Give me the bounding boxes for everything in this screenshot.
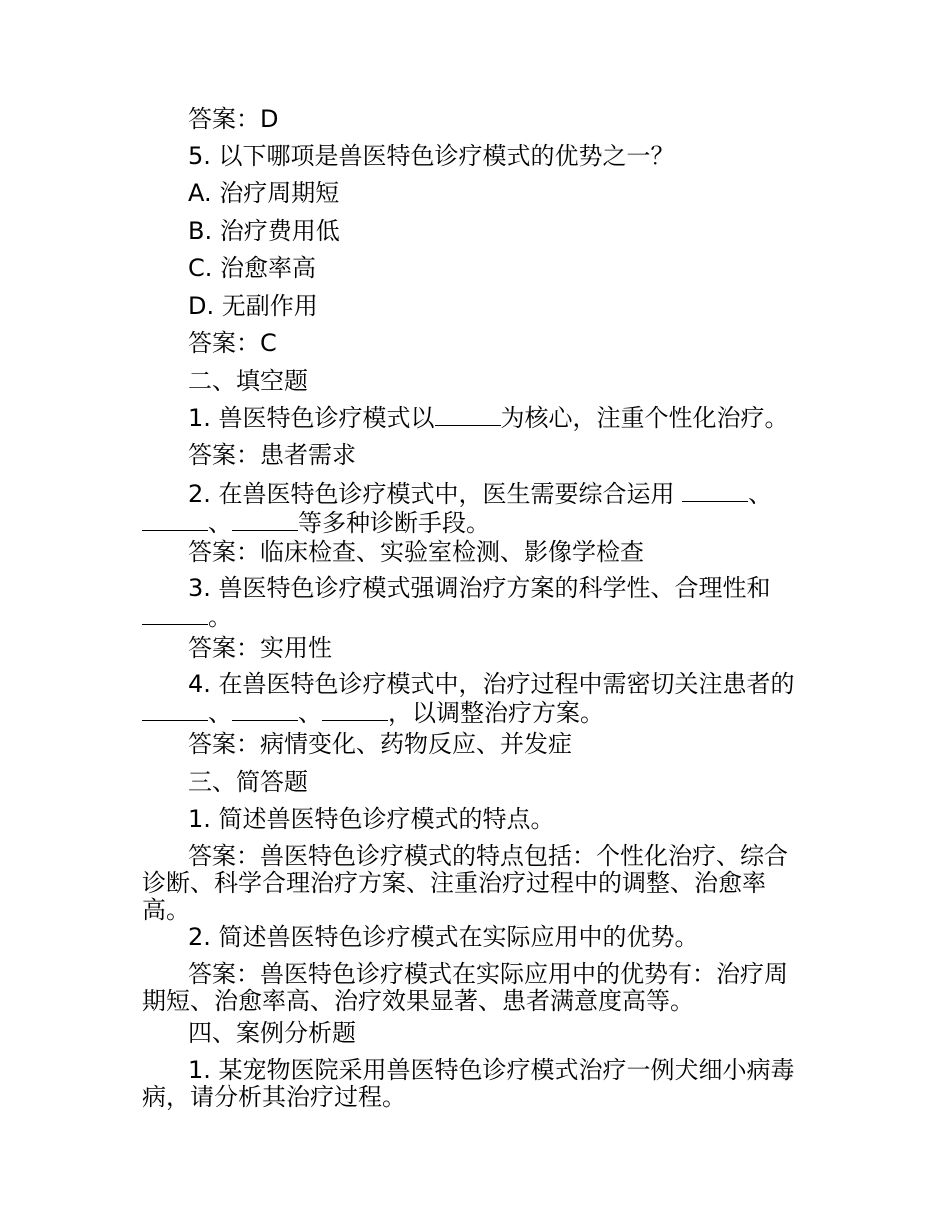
fill-answer-3: 答案：实用性 (188, 634, 332, 662)
blank-line (435, 403, 501, 426)
fill-question-3-prefix: 3. 兽医特色诊疗模式强调治疗方案的科学性、合理性和 (188, 574, 771, 602)
blank-line (142, 508, 208, 531)
separator: 、 (748, 480, 773, 508)
blank-line (232, 698, 298, 721)
separator: 、 (298, 699, 322, 727)
blank-line (682, 479, 748, 502)
fill-question-3 (142, 575, 810, 631)
section-heading-case-analysis: 四、案例分析题 (188, 1019, 356, 1047)
fill-question-3-suffix: 。 (208, 603, 232, 631)
separator: 、 (208, 509, 232, 537)
fill-question-2 (142, 479, 810, 537)
answer-q5: 答案：C (188, 329, 277, 357)
short-answer-1: 答案：兽医特色诊疗模式的特点包括：个性化治疗、综合诊断、科学合理治疗方案、注重治疗过程中的调整、治愈率高。 (142, 842, 788, 924)
blank-line (142, 698, 208, 721)
section-heading-fill-blank: 二、填空题 (188, 367, 308, 395)
fill-question-4-suffix: ，以调整治疗方案。 (388, 699, 604, 727)
blank-line (232, 508, 298, 531)
option-b: B. 治疗费用低 (188, 217, 340, 245)
fill-question-2-prefix: 2. 在兽医特色诊疗模式中，医生需要综合运用 (188, 480, 675, 508)
fill-question-4-prefix: 4. 在兽医特色诊疗模式中，治疗过程中需密切关注患者的 (188, 670, 795, 698)
fill-answer-2: 答案：临床检查、实验室检测、影像学检查 (188, 538, 644, 566)
case-question-1: 1. 某宠物医院采用兽医特色诊疗模式治疗一例犬细小病毒病，请分析其治疗过程。 (142, 1056, 795, 1111)
fill-question-1-prefix: 1. 兽医特色诊疗模式以 (188, 404, 435, 432)
blank-line (322, 698, 388, 721)
fill-question-1 (188, 403, 789, 433)
option-d: D. 无副作用 (188, 292, 318, 320)
option-a: A. 治疗周期短 (188, 179, 340, 207)
question-5: 5. 以下哪项是兽医特色诊疗模式的优势之一？ (188, 142, 675, 170)
short-question-2: 2. 简述兽医特色诊疗模式在实际应用中的优势。 (188, 923, 699, 951)
answer-q4: 答案：D (188, 105, 279, 133)
fill-question-1-suffix: 为核心，注重个性化治疗。 (500, 404, 789, 432)
fill-answer-4: 答案：病情变化、药物反应、并发症 (188, 730, 572, 758)
fill-answer-1: 答案：患者需求 (188, 441, 356, 469)
separator: 、 (208, 699, 232, 727)
section-heading-short-answer: 三、简答题 (188, 768, 308, 796)
blank-line (142, 602, 208, 625)
fill-question-4 (142, 671, 810, 727)
fill-question-2-suffix: 等多种诊断手段。 (298, 509, 490, 537)
option-c: C. 治愈率高 (188, 254, 317, 282)
short-question-1: 1. 简述兽医特色诊疗模式的特点。 (188, 805, 555, 833)
short-answer-2: 答案：兽医特色诊疗模式在实际应用中的优势有：治疗周期短、治愈率高、治疗效果显著、患者满意度高等。 (142, 960, 788, 1015)
